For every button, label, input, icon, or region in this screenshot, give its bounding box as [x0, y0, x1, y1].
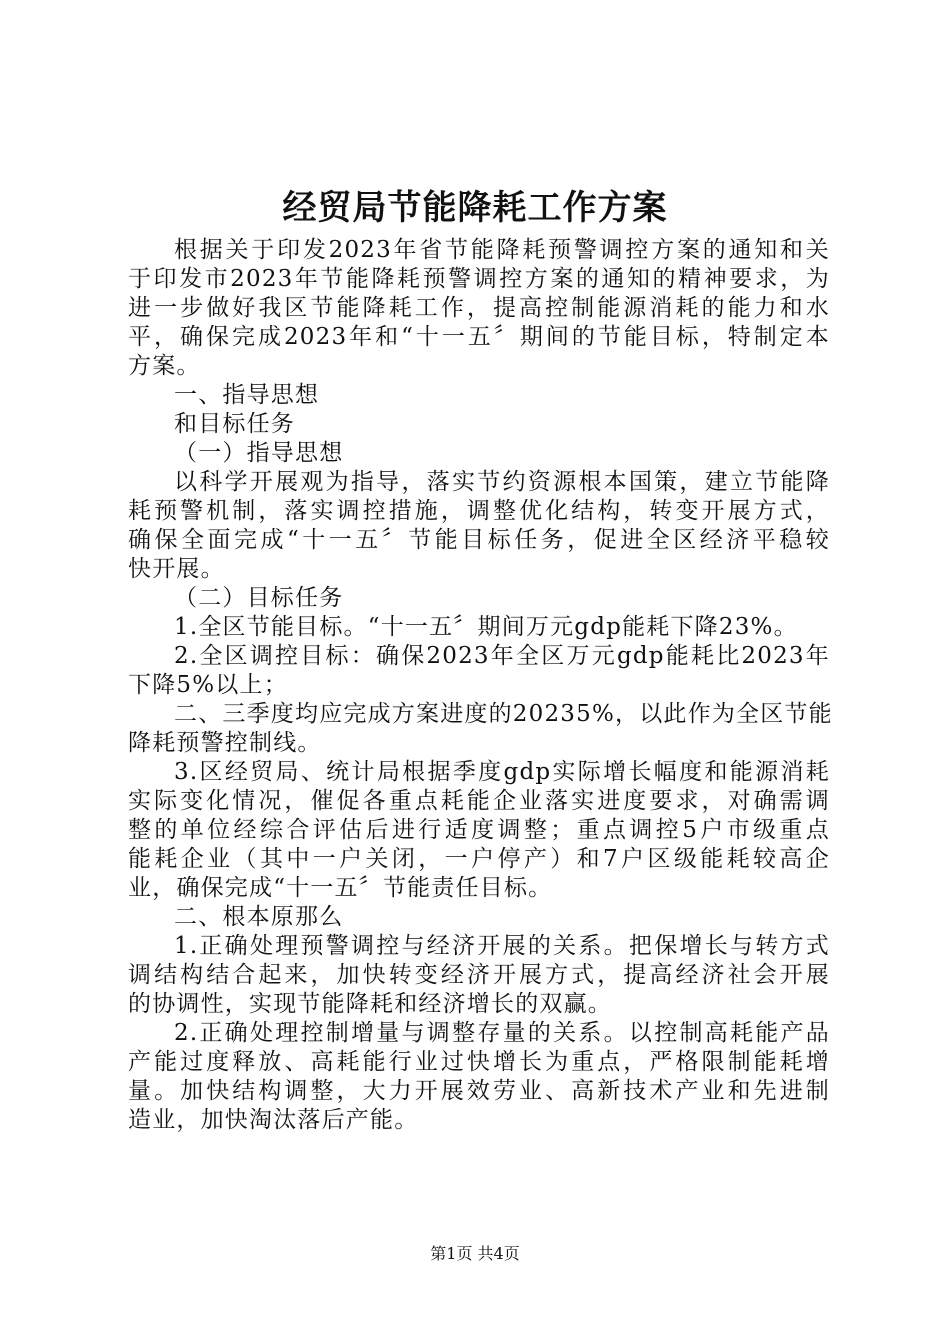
document-body: [128, 236, 833, 1135]
paragraph-line: 1.正确处理预警调控与经济开展的关系。把保增长与转方式: [174, 933, 830, 959]
paragraph-line: 以科学开展观为指导，落实节约资源根本国策，建立节能降: [174, 469, 830, 495]
paragraph-line: 量。加快结构调整，大力开展效劳业、高新技术产业和先进制: [128, 1078, 830, 1104]
document-title: 经贸局节能降耗工作方案: [282, 188, 668, 228]
paragraph-line: 2.全区调控目标：确保2023年全区万元gdp能耗比2023年: [174, 643, 830, 669]
paragraph-line: 造业，加快淘汰落后产能。: [128, 1107, 419, 1133]
paragraph-line: 1.全区节能目标。“十一五〞期间万元gdp能耗下降23%。: [174, 614, 798, 640]
paragraph-line: 方案。: [128, 353, 201, 379]
paragraph-line: （二）目标任务: [174, 585, 344, 611]
paragraph-line: 进一步做好我区节能降耗工作，提高控制能源消耗的能力和水: [128, 295, 830, 321]
page-footer: 第1页 共4页: [430, 1244, 520, 1263]
paragraph-line: 二、三季度均应完成方案进度的20235%，以此作为全区节能: [174, 701, 833, 727]
paragraph-line: 降耗预警控制线。: [128, 730, 322, 756]
paragraph-line: 根据关于印发2023年省节能降耗预警调控方案的通知和关: [174, 237, 830, 263]
paragraph-line: （一）指导思想: [174, 440, 344, 466]
paragraph-line: 能耗企业（其中一户关闭，一户停产）和7户区级能耗较高企: [128, 846, 830, 872]
paragraph-line: 于印发市2023年节能降耗预警调控方案的通知的精神要求，为: [128, 266, 830, 292]
paragraph-line: 一、指导思想: [174, 382, 320, 408]
paragraph-line: 整的单位经综合评估后进行适度调整；重点调控5户市级重点: [128, 817, 830, 843]
paragraph-line: 和目标任务: [174, 411, 295, 437]
paragraph-line: 调结构结合起来，加快转变经济开展方式，提高经济社会开展: [128, 962, 830, 988]
paragraph-line: 2.正确处理控制增量与调整存量的关系。以控制高耗能产品: [174, 1020, 830, 1046]
paragraph-line: 实际变化情况，催促各重点耗能企业落实进度要求，对确需调: [128, 788, 830, 814]
paragraph-line: 下降5%以上；: [128, 672, 288, 698]
paragraph-line: 平，确保完成2023年和“十一五〞期间的节能目标，特制定本: [128, 324, 830, 350]
paragraph-line: 快开展。: [128, 556, 225, 582]
paragraph-line: 确保全面完成“十一五〞节能目标任务，促进全区经济平稳较: [128, 527, 830, 553]
paragraph-line: 耗预警机制，落实调控措施，调整优化结构，转变开展方式，: [128, 498, 830, 524]
paragraph-line: 业，确保完成“十一五〞节能责任目标。: [128, 875, 553, 901]
paragraph-line: 的协调性，实现节能降耗和经济增长的双赢。: [128, 991, 612, 1017]
paragraph-line: 二、根本原那么: [174, 904, 344, 930]
paragraph-line: 3.区经贸局、统计局根据季度gdp实际增长幅度和能源消耗: [174, 759, 830, 785]
paragraph-line: 产能过度释放、高耗能行业过快增长为重点，严格限制能耗增: [128, 1049, 830, 1075]
